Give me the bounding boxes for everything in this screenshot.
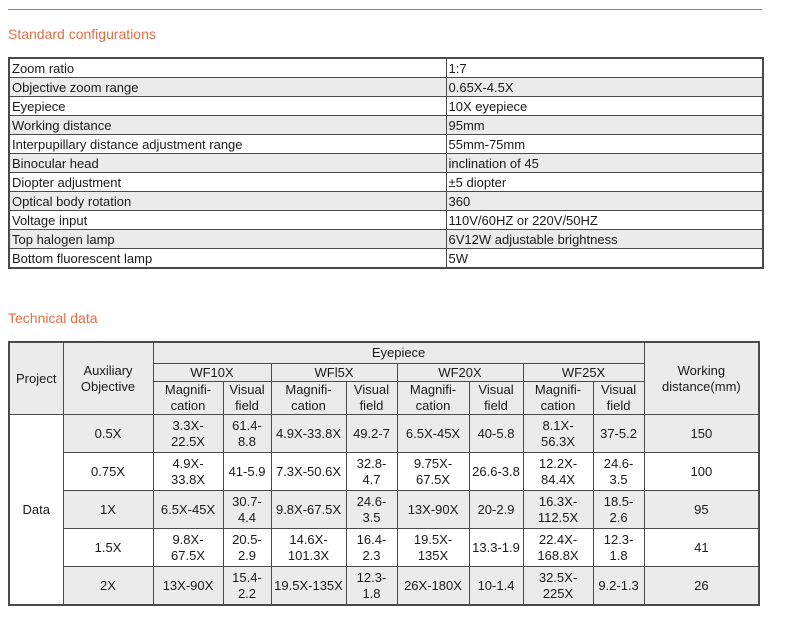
working-distance-cell: 26	[644, 567, 759, 606]
header-wf20x: WF20X	[397, 364, 523, 382]
magnification-cell: 19.5X-135X	[397, 529, 469, 567]
top-divider	[8, 9, 762, 10]
magnification-cell: 16.3X-112.5X	[523, 491, 593, 529]
technical-data-table	[8, 341, 760, 606]
header-eyepiece: Eyepiece	[153, 342, 644, 364]
table-row	[9, 154, 763, 173]
visual-field-cell: 26.6-3.8	[469, 453, 523, 491]
table-row	[9, 135, 763, 154]
aux-objective-cell: 2X	[63, 567, 153, 606]
spec-label: Interpupillary distance adjustment range	[9, 135, 446, 154]
data-row-2x	[9, 567, 759, 606]
spec-label: Binocular head	[9, 154, 446, 173]
spec-value: 360	[446, 192, 763, 211]
magnification-cell: 19.5X-135X	[271, 567, 346, 606]
aux-objective-cell: 1X	[63, 491, 153, 529]
magnification-cell: 13X-90X	[397, 491, 469, 529]
visual-field-cell: 24.6-3.5	[593, 453, 644, 491]
magnification-cell: 4.9X-33.8X	[153, 453, 223, 491]
header-magnification: Magnifi-cation	[153, 382, 223, 415]
spec-label: Bottom fluorescent lamp	[9, 249, 446, 269]
visual-field-cell: 41-5.9	[223, 453, 271, 491]
working-distance-cell: 150	[644, 415, 759, 453]
spec-value: 110V/60HZ or 220V/50HZ	[446, 211, 763, 230]
spec-label: Working distance	[9, 116, 446, 135]
header-visual-field: Visual field	[469, 382, 523, 415]
visual-field-cell: 30.7-4.4	[223, 491, 271, 529]
header-wf25x: WF25X	[523, 364, 644, 382]
magnification-cell: 9.8X-67.5X	[271, 491, 346, 529]
visual-field-cell: 37-5.2	[593, 415, 644, 453]
magnification-cell: 6.5X-45X	[397, 415, 469, 453]
visual-field-cell: 32.8-4.7	[346, 453, 397, 491]
visual-field-cell: 18.5-2.6	[593, 491, 644, 529]
data-row-0-75x	[9, 453, 759, 491]
working-distance-cell: 95	[644, 491, 759, 529]
header-visual-field: Visual field	[593, 382, 644, 415]
spec-value: inclination of 45	[446, 154, 763, 173]
spec-value: 6V12W adjustable brightness	[446, 230, 763, 249]
visual-field-cell: 20.5-2.9	[223, 529, 271, 567]
visual-field-cell: 10-1.4	[469, 567, 523, 606]
project-data-label: Data	[9, 415, 63, 606]
spec-label: Diopter adjustment	[9, 173, 446, 192]
magnification-cell: 32.5X-225X	[523, 567, 593, 606]
spec-label: Optical body rotation	[9, 192, 446, 211]
magnification-cell: 6.5X-45X	[153, 491, 223, 529]
aux-objective-cell: 0.5X	[63, 415, 153, 453]
data-row-0-5x	[9, 415, 759, 453]
visual-field-cell: 40-5.8	[469, 415, 523, 453]
section-title-technical-data: Technical data	[8, 310, 98, 326]
magnification-cell: 3.3X-22.5X	[153, 415, 223, 453]
spec-value: 55mm-75mm	[446, 135, 763, 154]
header-wf10x: WF10X	[153, 364, 271, 382]
table-row	[9, 116, 763, 135]
spec-label: Top halogen lamp	[9, 230, 446, 249]
spec-label: Eyepiece	[9, 97, 446, 116]
visual-field-cell: 49.2-7	[346, 415, 397, 453]
table-row	[9, 249, 763, 269]
visual-field-cell: 20-2.9	[469, 491, 523, 529]
spec-label: Objective zoom range	[9, 78, 446, 97]
spec-value: 0.65X-4.5X	[446, 78, 763, 97]
magnification-cell: 12.2X-84.4X	[523, 453, 593, 491]
magnification-cell: 26X-180X	[397, 567, 469, 606]
header-auxiliary-objective: Auxiliary Objective	[63, 342, 153, 415]
aux-objective-cell: 1.5X	[63, 529, 153, 567]
aux-objective-cell: 0.75X	[63, 453, 153, 491]
magnification-cell: 9.75X-67.5X	[397, 453, 469, 491]
spec-value: 5W	[446, 249, 763, 269]
standard-config-table	[8, 57, 764, 269]
spec-value: 10X eyepiece	[446, 97, 763, 116]
table-row	[9, 173, 763, 192]
magnification-cell: 4.9X-33.8X	[271, 415, 346, 453]
visual-field-cell: 15.4-2.2	[223, 567, 271, 606]
visual-field-cell: 24.6-3.5	[346, 491, 397, 529]
visual-field-cell: 12.3-1.8	[346, 567, 397, 606]
header-wf15x: WFl5X	[271, 364, 397, 382]
spec-value: ±5 diopter	[446, 173, 763, 192]
magnification-cell: 14.6X-101.3X	[271, 529, 346, 567]
header-magnification: Magnifi-cation	[523, 382, 593, 415]
header-project: Project	[9, 342, 63, 415]
visual-field-cell: 12.3-1.8	[593, 529, 644, 567]
data-row-1x	[9, 491, 759, 529]
header-visual-field: Visual field	[346, 382, 397, 415]
spec-value: 1:7	[446, 58, 763, 78]
table-row	[9, 230, 763, 249]
visual-field-cell: 16.4-2.3	[346, 529, 397, 567]
table-row	[9, 78, 763, 97]
header-visual-field: Visual field	[223, 382, 271, 415]
header-magnification: Magnifi-cation	[397, 382, 469, 415]
magnification-cell: 22.4X-168.8X	[523, 529, 593, 567]
table-row	[9, 97, 763, 116]
magnification-cell: 8.1X-56.3X	[523, 415, 593, 453]
working-distance-cell: 100	[644, 453, 759, 491]
table-row	[9, 58, 763, 78]
data-row-1-5x	[9, 529, 759, 567]
table-row	[9, 192, 763, 211]
working-distance-cell: 41	[644, 529, 759, 567]
magnification-cell: 9.8X-67.5X	[153, 529, 223, 567]
section-title-standard-configurations: Standard configurations	[8, 26, 156, 42]
visual-field-cell: 13.3-1.9	[469, 529, 523, 567]
spec-label: Zoom ratio	[9, 58, 446, 78]
header-magnification: Magnifi-cation	[271, 382, 346, 415]
visual-field-cell: 9.2-1.3	[593, 567, 644, 606]
magnification-cell: 7.3X-50.6X	[271, 453, 346, 491]
header-working-distance: Working distance(mm)	[644, 342, 759, 415]
spec-label: Voltage input	[9, 211, 446, 230]
table-row	[9, 211, 763, 230]
visual-field-cell: 61.4-8.8	[223, 415, 271, 453]
spec-value: 95mm	[446, 116, 763, 135]
magnification-cell: 13X-90X	[153, 567, 223, 606]
header-row-eyepiece	[9, 342, 759, 364]
